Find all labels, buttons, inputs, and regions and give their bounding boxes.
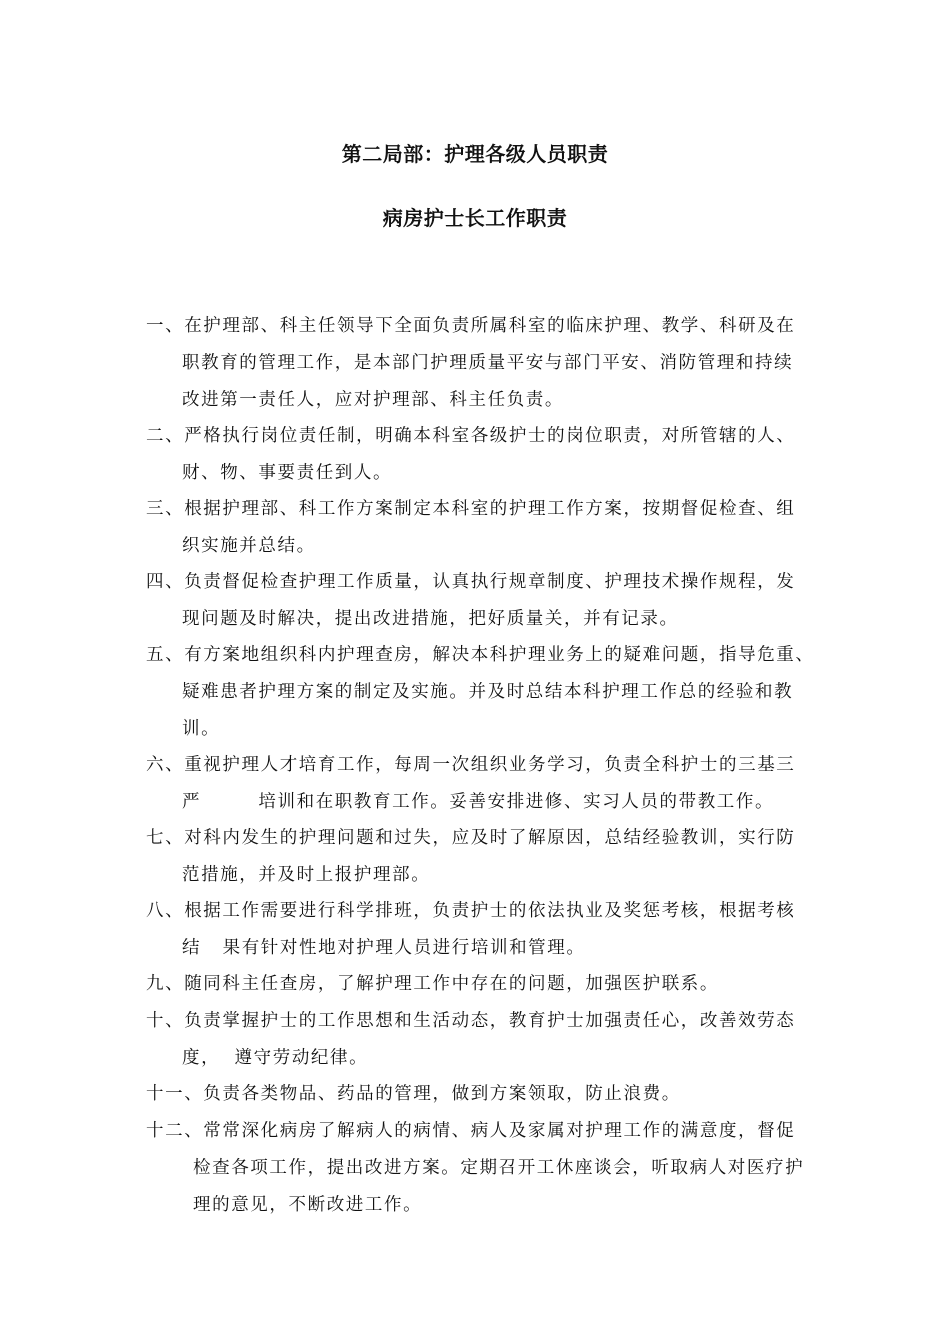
list-item-line: 一、在护理部、科主任领导下全面负责所属科室的临床护理、教学、科研及在 (146, 316, 796, 336)
list-item-line: 检查各项工作，提出改进方案。定期召开工休座谈会，听取病人对医疗护 (193, 1158, 805, 1178)
list-item-line: 训。 (182, 719, 221, 739)
list-item-line: 度， 遵守劳动纪律。 (182, 1048, 369, 1068)
page-title: 第二局部：护理各级人员职责 (341, 142, 609, 166)
list-item-line: 七、对科内发生的护理问题和过失，应及时了解原因，总结经验教训，实行防 (146, 828, 796, 848)
list-item-line: 八、根据工作需要进行科学排班，负责护士的依法执业及奖惩考核，根据考核 (146, 901, 796, 921)
list-item-line: 十二、常常深化病房了解病人的病情、病人及家属对护理工作的满意度，督促 (146, 1121, 796, 1141)
list-item-line: 严 培训和在职教育工作。妥善安排进修、实习人员的带教工作。 (182, 792, 775, 812)
list-item-line: 现问题及时解决，提出改进措施，把好质量关，并有记录。 (182, 609, 679, 629)
list-item-line: 六、重视护理人才培育工作，每周一次组织业务学习，负责全科护士的三基三 (146, 755, 796, 775)
list-item-line: 理的意见，不断改进工作。 (193, 1195, 423, 1215)
list-item-line: 二、严格执行岗位责任制，明确本科室各级护士的岗位职责，对所管辖的人、 (146, 426, 796, 446)
list-item-line: 三、根据护理部、科工作方案制定本科室的护理工作方案，按期督促检查、组 (146, 499, 796, 519)
list-item-line: 疑难患者护理方案的制定及实施。并及时总结本科护理工作总的经验和教 (182, 682, 794, 702)
list-item-line: 五、有方案地组织科内护理查房，解决本科护理业务上的疑难问题，指导危重、 (146, 645, 815, 665)
list-item-line: 结 果有针对性地对护理人员进行培训和管理。 (182, 938, 586, 958)
list-item-line: 九、随同科主任查房，了解护理工作中存在的问题，加强医护联系。 (146, 974, 719, 994)
page-subtitle: 病房护士长工作职责 (382, 206, 568, 230)
list-item-line: 改进第一责任人，应对护理部、科主任负责。 (182, 390, 564, 410)
list-item-line: 四、负责督促检查护理工作质量，认真执行规章制度、护理技术操作规程，发 (146, 572, 796, 592)
list-item-line: 范措施，并及时上报护理部。 (182, 865, 431, 885)
list-item-line: 十、负责掌握护士的工作思想和生活动态，教育护士加强责任心，改善效劳态 (146, 1011, 796, 1031)
list-item-line: 织实施并总结。 (182, 536, 316, 556)
list-item-line: 十一、负责各类物品、药品的管理，做到方案领取，防止浪费。 (146, 1084, 681, 1104)
list-item-line: 职教育的管理工作，是本部门护理质量平安与部门平安、消防管理和持续 (182, 353, 794, 373)
list-item-line: 财、物、事要责任到人。 (182, 463, 393, 483)
